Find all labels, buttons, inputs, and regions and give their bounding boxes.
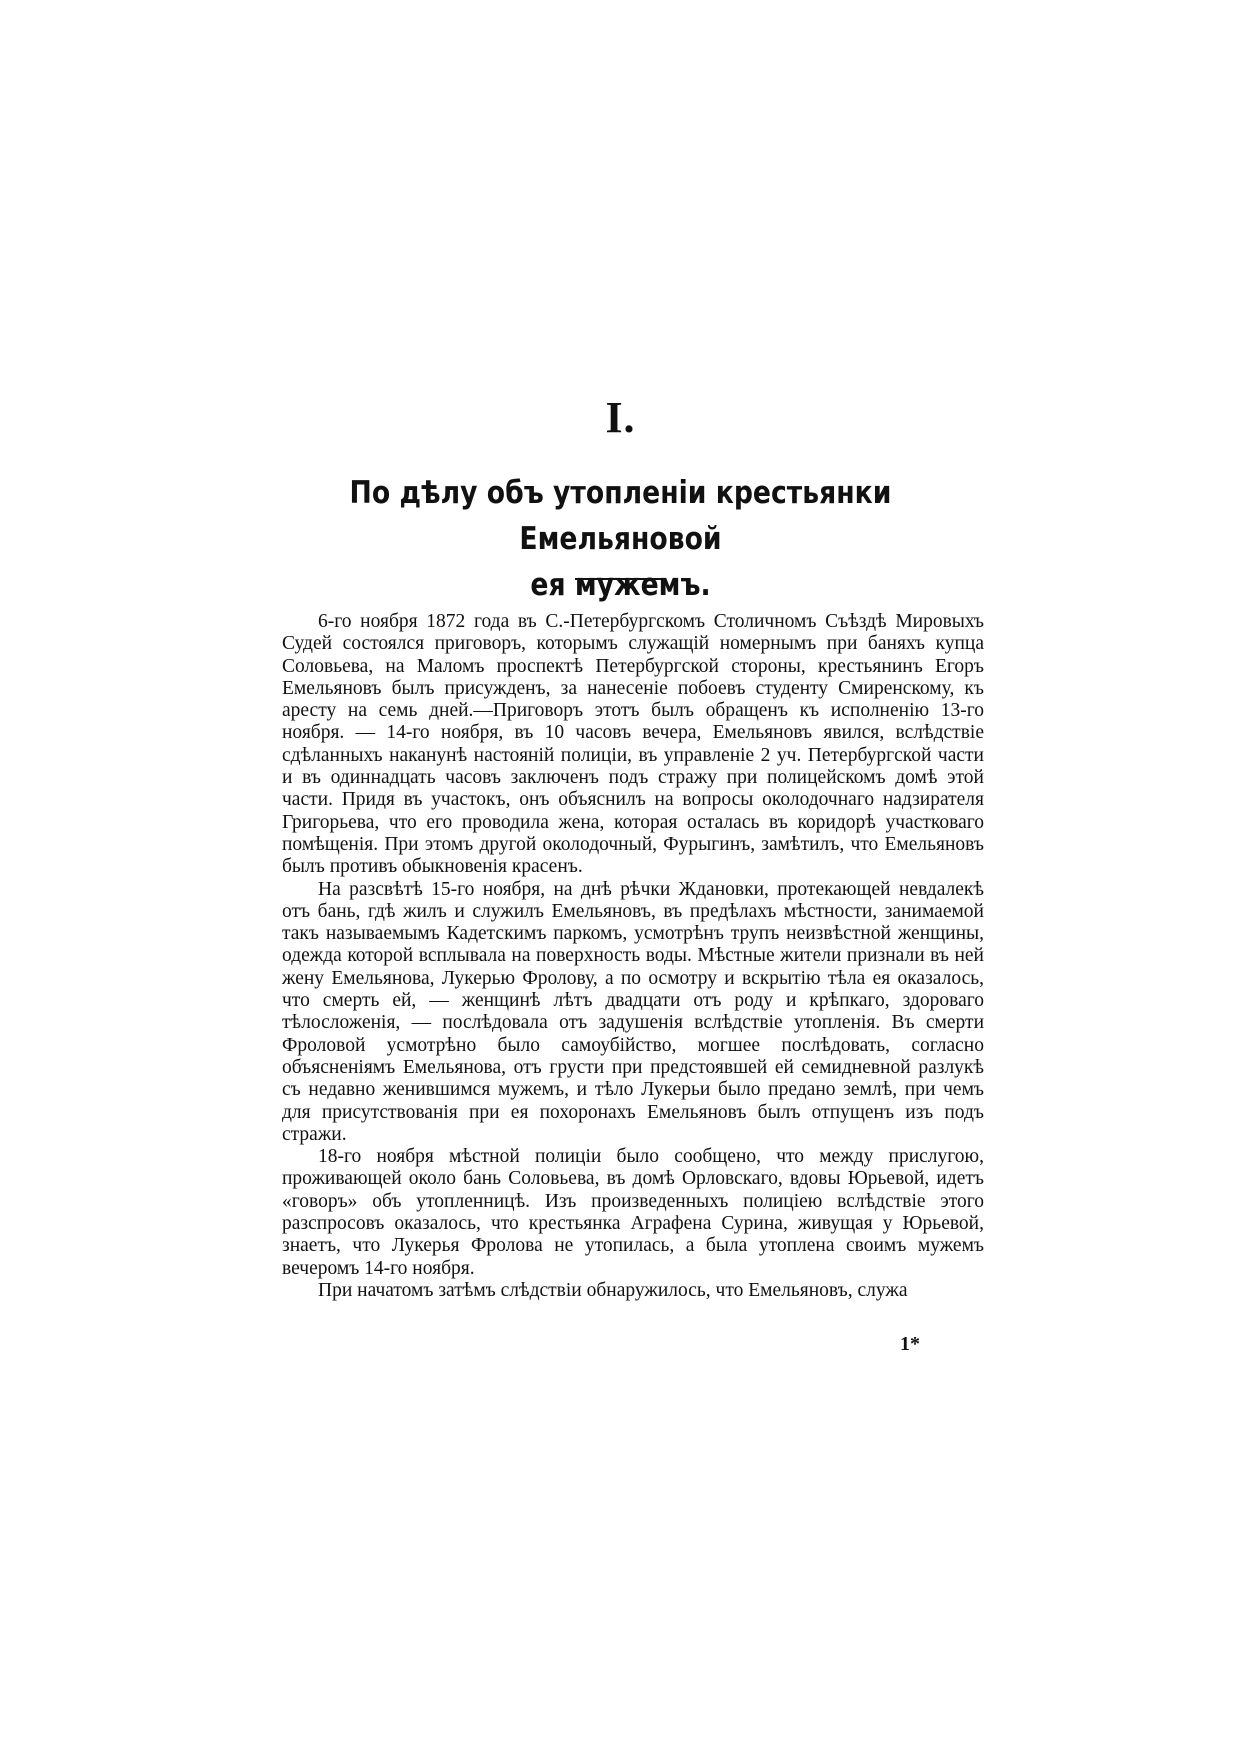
paragraph-4: При начатомъ затѣмъ слѣдствіи обнаружилось, что Емельяновъ, служа (318, 1279, 908, 1301)
paragraph-3: 18-го ноября мѣстной полиціи было сообщено, что между прислугою, проживающей около бань Соловьева, въ домѣ Орловскаго, вдовы Юрьевой, идетъ «говоръ» объ утопленницѣ. Изъ произведенныхъ полиціею вслѣдствіе этого разспросовъ оказалось, что крестьянка Аграфена Сурина, живущая у Юрьевой, знаетъ, что Лукерья Фролова не утопилась, а была утоплена своимъ мужемъ вечеромъ 14-го ноября. (282, 1146, 984, 1279)
paragraph-2: На разсвѣтѣ 15-го ноября, на днѣ рѣчки Ждановки, протекающей невдалекѣ отъ бань, гдѣ жилъ и служилъ Емельяновъ, въ предѣлахъ мѣстности, занимаемой такъ называемымъ Кадетскимъ паркомъ, усмотрѣнъ трупъ неизвѣстной женщины, одежда которой всплывала на поверхность воды. Мѣстные жители признали въ ней жену Емельянова, Лукерью Фролову, а по осмотру и вскрытію тѣла ея оказалось, что смерть ей, — женщинѣ лѣтъ двадцати отъ роду и крѣпкаго, здороваго тѣлосложенія, — послѣдовала отъ задушенія вслѣдствіе утопленія. Въ смерти Фроловой усмотрѣно было самоубійство, могшее послѣдовать, согласно объясненіямъ Емельянова, отъ грусти при предстоявшей ей семидневной разлукѣ съ недавно женившимся мужемъ, и тѣло Лукерьи было предано землѣ, при чемъ для присутствованія при ея похоронахъ Емельяновъ былъ отпущенъ изъ подъ стражи. (282, 878, 984, 1145)
chapter-title (293, 470, 947, 608)
paragraph-1: 6-го ноября 1872 года въ С.-Петербургскомъ Столичномъ Съѣздѣ Мировыхъ Судей состоялся приговоръ, которымъ служащій номернымъ при баняхъ купца Соловьева, на Маломъ проспектѣ Петербургской стороны, крестьянинъ Егоръ Емельяновъ былъ присужденъ, за нанесеніе побоевъ студенту Смиренскому, къ аресту на семь дней.—Приговоръ этотъ былъ обращенъ къ исполненію 13-го ноября. — 14-го ноября, въ 10 часовъ вечера, Емельяновъ явился, вслѣдствіе сдѣланныхъ наканунѣ настояній полиціи, въ управленіе 2 уч. Петербургской части и въ одиннадцать часовъ заключенъ подъ стражу при полицейскомъ домѣ этой части. Придя въ участокъ, онъ объяснилъ на вопросы околодочнаго надзирателя Григорьева, что его проводила жена, которая осталась въ коридорѣ участковаго помѣщенія. При этомъ другой околодочный, Фурыгинъ, замѣтилъ, что Емельяновъ былъ противъ обыкновенія красенъ. (282, 611, 984, 878)
chapter-title-line-2: ея мужемъ. (530, 567, 711, 603)
chapter-number: I. (605, 393, 636, 442)
title-divider (575, 578, 666, 580)
signature-mark: 1* (900, 1333, 920, 1355)
chapter-title-line-1: По дѣлу объ утопленіи крестьянки Емельяновой (349, 475, 892, 557)
body-text (282, 611, 984, 1302)
